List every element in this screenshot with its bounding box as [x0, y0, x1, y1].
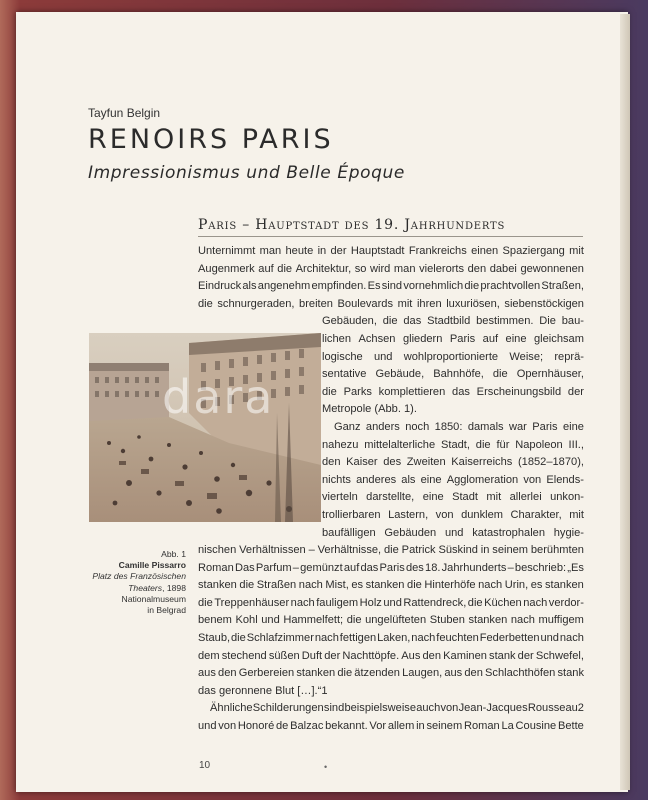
figure-caption — [90, 549, 186, 616]
body-line: Metropole (Abb. 1). — [322, 403, 417, 416]
body-line: Ähnliche Schilderungen sind beispielsweise auch von Jean-Jacques Rousseau2 — [210, 702, 584, 715]
body-line: Augenmerk auf die Architektur, so wird man vielerorts den dabei gewonnenen — [198, 262, 584, 275]
body-line: den Kaiser des Zweiten Kaiserreichs (1852–1870), — [322, 456, 584, 469]
body-line: Gebäuden, die das Stadtbild bestimmen. Die bau- — [322, 315, 584, 328]
chapter-title: RENOIRS PARIS — [88, 124, 334, 155]
caption-location-line1: Nationalmuseum — [121, 593, 186, 604]
author-name: Tayfun Belgin — [88, 106, 161, 120]
body-line: das geronnene Blut […].“1 — [198, 684, 328, 697]
body-line: Eindruck als angenehm empfinden. Es sind vornehmlich die prachtvollen Straßen, — [198, 280, 584, 293]
body-line: dem stechend süßen Duft der Nachttöpfe. Aus den Kaminen stank der Schwefel, — [198, 649, 584, 662]
body-line: nischen Verhältnissen – Verhältnisse, die Patrick Süskind in seinem berühmten — [198, 544, 584, 557]
body-line: die schnurgeraden, breiten Boulevards mit ihren luxuriösen, siebenstöckigen — [198, 297, 584, 310]
caption-work-line2-row — [90, 583, 186, 594]
section-heading — [198, 217, 505, 233]
body-line: Roman Das Parfum – gemünzt auf das Paris des 18. Jahrhunderts – beschrieb: „Es — [198, 561, 584, 574]
body-line: Ganz anders noch 1850: damals war Paris eine — [334, 420, 584, 433]
body-line: nahezu mittelalterliche Stadt, die für Napoleon III., — [322, 438, 584, 451]
body-line: stanken die Straßen nach Mist, es stanken die Hinterhöfe nach Urin, es stanken — [198, 579, 584, 592]
body-line: sentative Gebäude, Bahnhöfe, die Opernhäuser, — [322, 368, 584, 381]
page-number: 10 — [199, 760, 211, 771]
caption-artist: Camille Pissarro — [118, 560, 186, 571]
body-line: benem Kohl und Hammelfett; die ungelüfteten Stuben stanken nach muffigem — [198, 614, 584, 627]
section-divider — [198, 236, 583, 237]
caption-location-line2: in Belgrad — [147, 605, 186, 616]
body-line: nichts anderes als eine Agglomeration von Elends- — [322, 473, 584, 486]
body-line: logische und wohlproportionierte Weise; reprä- — [322, 350, 584, 363]
body-line: aus den Gerbereien stanken die ätzenden Laugen, aus den Schlachthöfen stank — [198, 667, 584, 680]
section-heading-text: Paris – Hauptstadt des 19. Jahrhunderts — [198, 217, 506, 233]
body-line: vierteln darstellte, eine Stadt mit allerlei unkon- — [322, 491, 584, 504]
page-marker: • — [324, 762, 328, 772]
caption-work-line1: Platz des Französischen — [92, 571, 186, 582]
chapter-subtitle: Impressionismus und Belle Époque — [88, 163, 405, 183]
caption-work-line2: Theaters — [128, 582, 163, 593]
painting-image — [89, 333, 321, 522]
body-line: baufälligen Gebäuden und katastrophalen hygie- — [322, 526, 584, 539]
watermark: dara — [162, 370, 275, 424]
body-line: lichen Achsen gliedern Paris auf eine gleichsam — [322, 332, 584, 345]
body-line: trollierbaren Lastern, von dunklem Charakter, mit — [322, 508, 584, 521]
caption-year: , 1898 — [162, 582, 186, 593]
body-line: die Parks komplettieren das Erscheinungsbild der — [322, 385, 584, 398]
body-line: die Treppenhäuser nach fauligem Holz und Rattendreck, die Küchen nach verdor- — [198, 596, 584, 609]
page-stack-edge — [620, 14, 630, 790]
body-line: und von Honoré de Balzac bekannt. Vor allem in seinem Roman La Cousine Bette — [198, 720, 584, 733]
body-line: Staub, die Schlafzimmer nach fettigen Laken, nach feuchten Federbetten und nach — [198, 632, 584, 645]
caption-label: Abb. 1 — [161, 549, 186, 559]
pissarro-painting — [89, 333, 321, 522]
body-line: Unternimmt man heute in der Hauptstadt Frankreichs einen Spaziergang mit — [198, 245, 584, 257]
